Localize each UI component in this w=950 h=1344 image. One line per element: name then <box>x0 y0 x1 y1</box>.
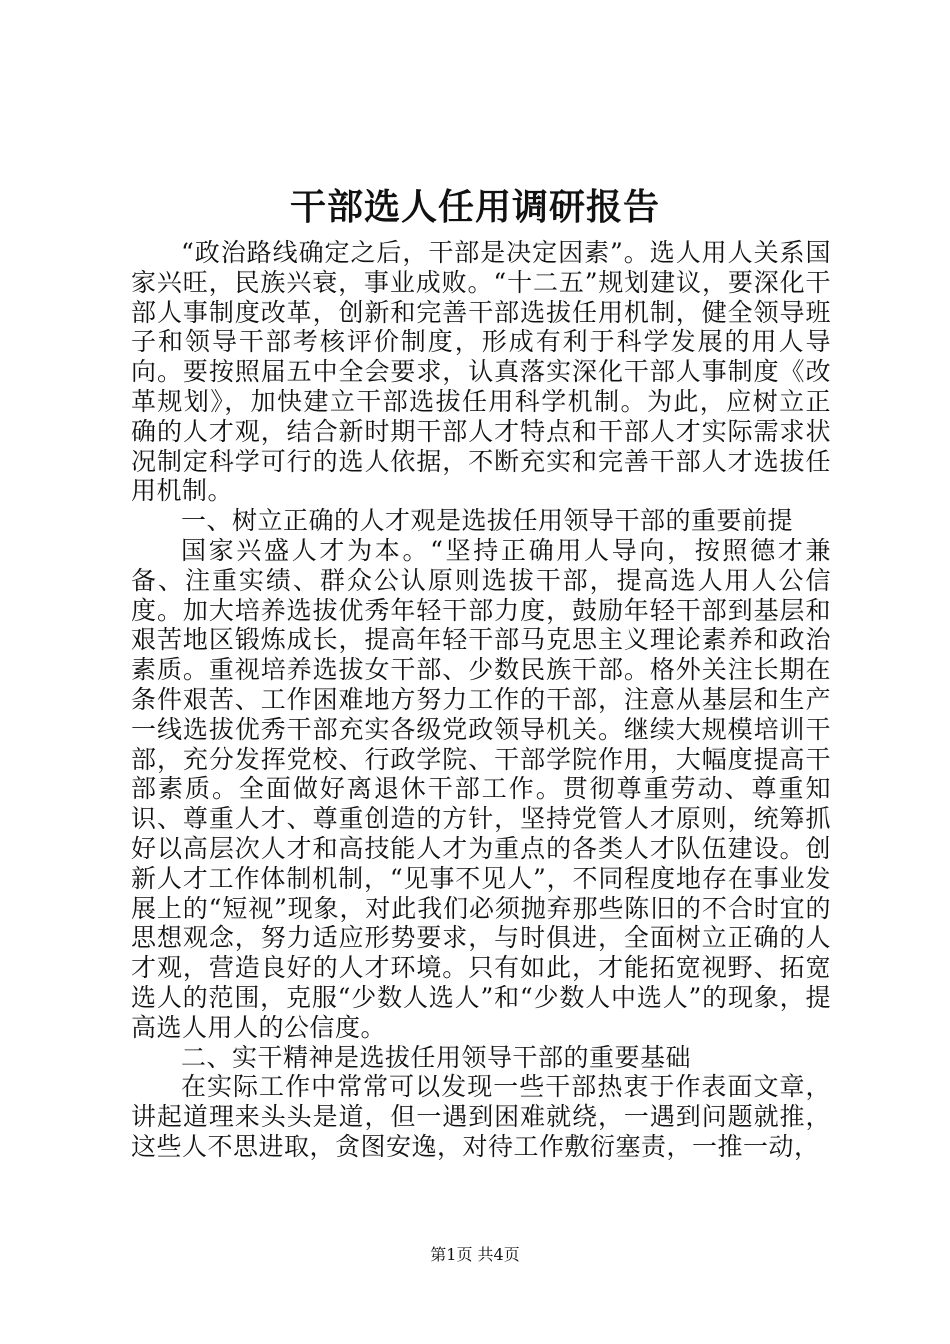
page-footer: 第1页 共4页 <box>430 1245 520 1264</box>
section-2-paragraph: 在实际工作中常常可以发现一些干部热衷于作表面文章，讲起道理来头头是道，但一遇到困难就绕，一遇到问题就推，这些人不思进取，贪图安逸，对待工作敷衍塞责，一推一动， <box>131 1072 831 1161</box>
document-title: 干部选人任用调研报告 <box>289 186 660 228</box>
intro-paragraph: “政治路线确定之后，干部是决定因素”。选人用人关系国家兴旺，民族兴衰，事业成败。“十二五”规划建议，要深化干部人事制度改革，创新和完善干部选拔任用机制，健全领导班子和领导干部考核评价制度，形成有利于科学发展的用人导向。要按照届五中全会要求，认真落实深化干部人事制度《改革规划》，加快建立干部选拔任用科学机制。为此，应树立正确的人才观，结合新时期干部人才特点和干部人才实际需求状况制定科学可行的选人依据，不断充实和完善干部人才选拔任用机制。 <box>131 238 831 506</box>
section-1-paragraph: 国家兴盛人才为本。“坚持正确用人导向，按照德才兼备、注重实绩、群众公认原则选拔干部，提高选人用人公信度。加大培养选拔优秀年轻干部力度，鼓励年轻干部到基层和艰苦地区锻炼成长，提高年轻干部马克思主义理论素养和政治素质。重视培养选拔女干部、少数民族干部。格外关注长期在条件艰苦、工作困难地方努力工作的干部，注意从基层和生产一线选拔优秀干部充实各级党政领导机关。继续大规模培训干部，充分发挥党校、行政学院、干部学院作用，大幅度提高干部素质。全面做好离退休干部工作。贯彻尊重劳动、尊重知识、尊重人才、尊重创造的方针，坚持党管人才原则，统筹抓好以高层次人才和高技能人才为重点的各类人才队伍建设。创新人才工作体制机制，“见事不见人”，不同程度地存在事业发展上的“短视”现象，对此我们必须抛弃那些陈旧的不合时宜的思想观念，努力适应形势要求，与时俱进，全面树立正确的人才观，营造良好的人才环境。只有如此，才能拓宽视野、拓宽选人的范围，克服“少数人选人”和“少数人中选人”的现象，提高选人用人的公信度。 <box>131 535 831 1042</box>
document-body <box>131 238 831 1162</box>
section-heading-2: 二、实干精神是选拔任用领导干部的重要基础 <box>181 1042 692 1072</box>
section-heading-1: 一、树立正确的人才观是选拔任用领导干部的重要前提 <box>181 506 794 536</box>
